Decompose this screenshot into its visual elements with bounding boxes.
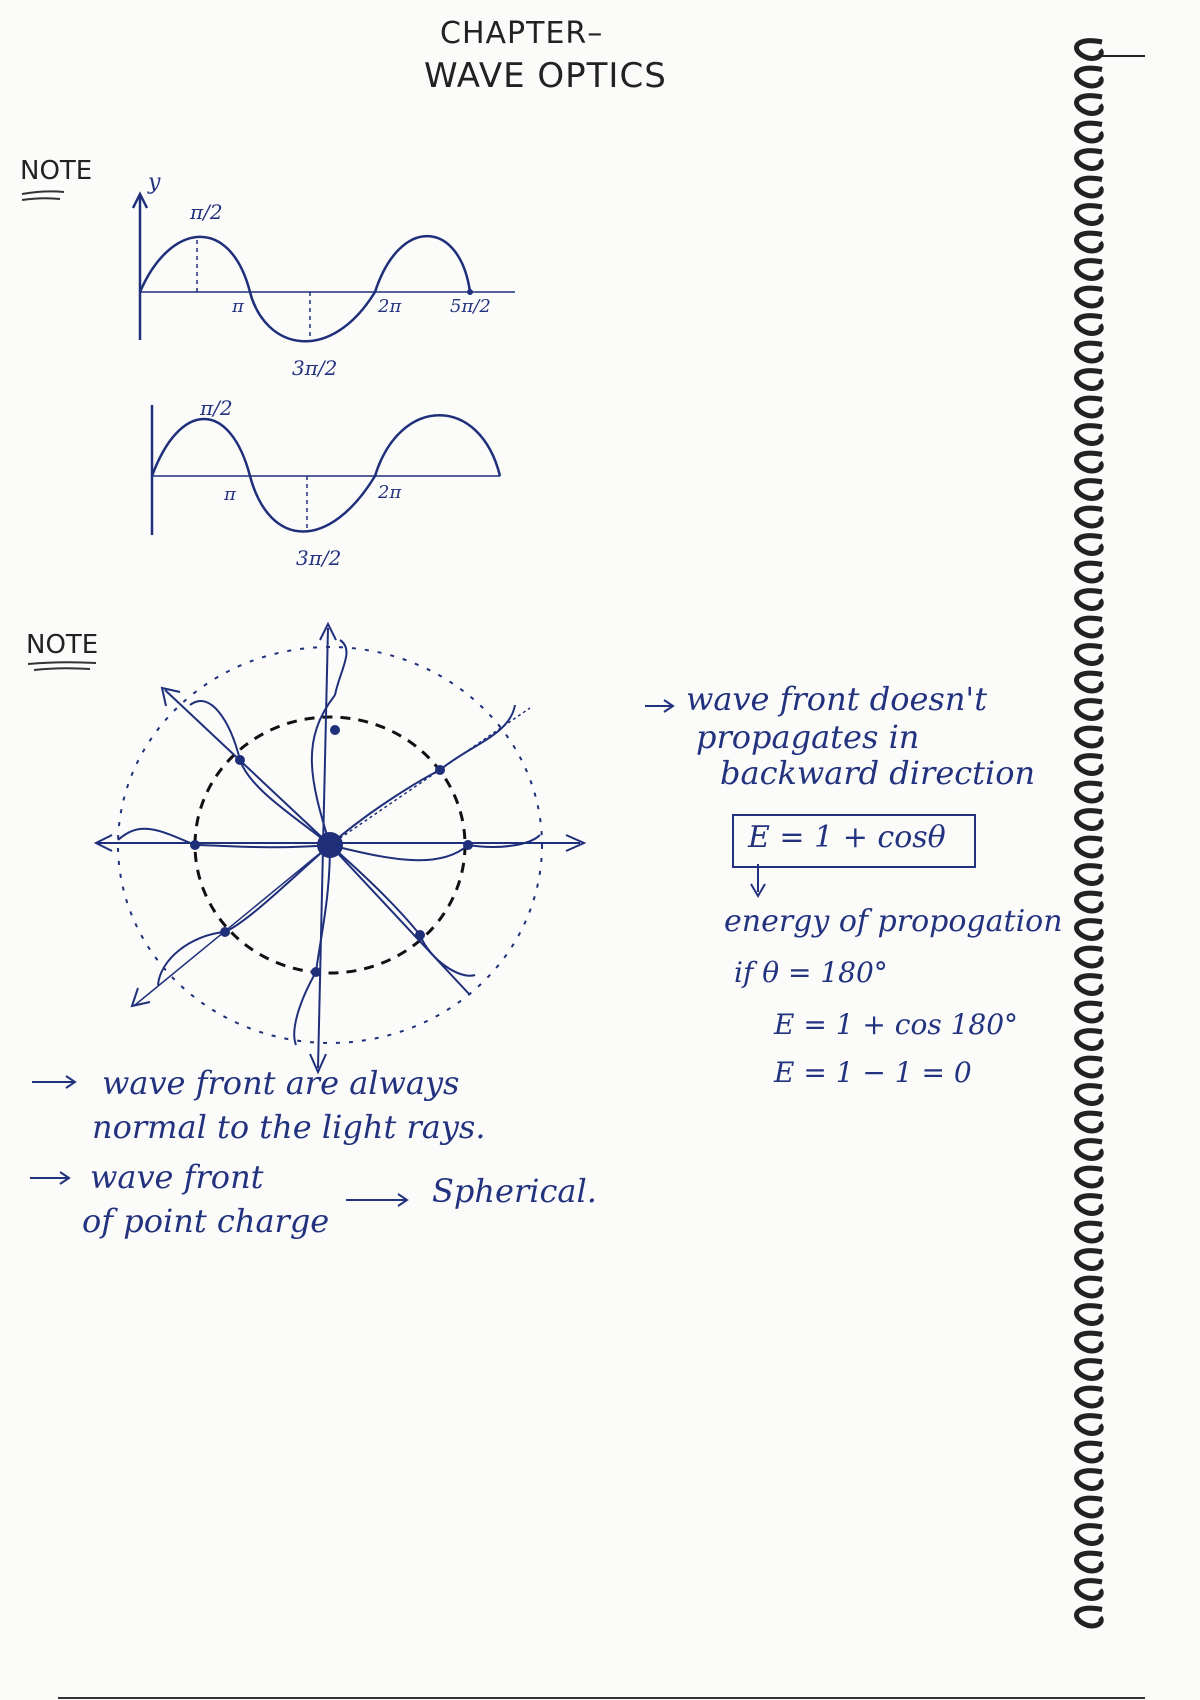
right-note-line2: propagates in: [696, 718, 920, 756]
binding-coil: [1076, 673, 1102, 691]
binding-coil: [1076, 398, 1102, 416]
plot2-sine-curve: [152, 415, 500, 531]
binding-coil: [1076, 1553, 1102, 1571]
binding-coil: [1076, 1498, 1102, 1516]
note-label-2: NOTE: [26, 630, 99, 660]
formula-text: E = 1 + cosθ: [748, 820, 946, 855]
binding-coil: [1076, 1361, 1102, 1379]
inner-dot-6: [311, 967, 321, 977]
inner-dot-3: [435, 765, 445, 775]
plot1-2pi-label: 2π: [378, 296, 402, 317]
binding-coil: [1076, 976, 1102, 994]
binding-coil: [1076, 1141, 1102, 1159]
left-note-2-line1: wave front: [90, 1158, 264, 1196]
wave-plot-2: [152, 405, 500, 535]
binding-coil: [1076, 1416, 1102, 1434]
inner-dot-8: [190, 840, 200, 850]
binding-coil: [1076, 178, 1102, 196]
binding-coil: [1076, 288, 1102, 306]
binding-coil: [1076, 1113, 1102, 1131]
binding-coil: [1076, 233, 1102, 251]
plot2-2pi-label: 2π: [378, 482, 402, 503]
binding-coil: [1076, 756, 1102, 774]
binding-coil: [1076, 701, 1102, 719]
binding-coil: [1076, 1306, 1102, 1324]
binding-coil: [1076, 316, 1102, 334]
binding-coil: [1076, 1086, 1102, 1104]
binding-coil: [1076, 646, 1102, 664]
binding-coil: [1076, 343, 1102, 361]
binding-coil: [1076, 1168, 1102, 1186]
binding-coil: [1076, 838, 1102, 856]
binding-coil: [1076, 1581, 1102, 1599]
binding-coil: [1076, 1443, 1102, 1461]
energy-caption: energy of propogation: [724, 904, 1063, 939]
bullet-arrow-note-1: [32, 1076, 75, 1088]
binding-coil: [1076, 1471, 1102, 1489]
binding-coil: [1076, 728, 1102, 746]
wavefront-diagram: [96, 624, 584, 1072]
right-note-line3: backward direction: [720, 754, 1036, 792]
left-note-1-line1: wave front are always: [102, 1064, 460, 1102]
inner-dot-4: [463, 840, 473, 850]
binding-coil: [1076, 481, 1102, 499]
note-label-1: NOTE: [20, 156, 93, 186]
left-note-2-result: Spherical.: [432, 1172, 597, 1210]
binding-coil: [1076, 151, 1102, 169]
condition-text: if θ = 180°: [734, 956, 888, 989]
binding-coil: [1076, 618, 1102, 636]
spiral-binding: [1076, 41, 1145, 1626]
ray-arrow-down-left: [132, 988, 150, 1006]
binding-coil: [1076, 1608, 1102, 1626]
ray-diag-up-left: [165, 690, 330, 845]
source-point: [317, 832, 343, 858]
result-arrow: [346, 1194, 407, 1206]
binding-coil: [1076, 948, 1102, 966]
note-underline-2: [28, 662, 96, 670]
bullet-arrow-note-2: [30, 1172, 69, 1184]
binding-coil: [1076, 426, 1102, 444]
binding-coil: [1076, 591, 1102, 609]
binding-coil: [1076, 921, 1102, 939]
binding-coil: [1076, 123, 1102, 141]
calc-step-2: E = 1 − 1 = 0: [774, 1056, 972, 1089]
plot2-pi-label: π: [224, 484, 236, 505]
binding-coil: [1076, 1333, 1102, 1351]
chapter-heading: CHAPTER–: [440, 16, 604, 51]
plot1-pi-label: π: [232, 296, 244, 317]
left-note-1-line2: normal to the light rays.: [92, 1108, 486, 1146]
inner-dot-5: [415, 930, 425, 940]
binding-coil: [1076, 1526, 1102, 1544]
binding-coil: [1076, 1196, 1102, 1214]
binding-coil: [1076, 811, 1102, 829]
binding-coil: [1076, 1251, 1102, 1269]
binding-coil: [1076, 1278, 1102, 1296]
plot1-end-label: 5π/2: [450, 296, 491, 317]
binding-coil: [1076, 866, 1102, 884]
binding-coil: [1076, 783, 1102, 801]
binding-coil: [1076, 206, 1102, 224]
binding-coil: [1076, 453, 1102, 471]
binding-coil: [1076, 536, 1102, 554]
inner-dot-7: [220, 927, 230, 937]
bullet-arrow-right-note: [645, 700, 673, 712]
inner-dot-2: [330, 725, 340, 735]
plot1-peak-label: π/2: [190, 200, 223, 224]
plot1-sine-curve: [140, 236, 470, 341]
plot2-peak-label: π/2: [200, 396, 233, 420]
binding-coil: [1076, 1388, 1102, 1406]
plot1-trough-label: 3π/2: [292, 356, 338, 380]
note-underline-1: [22, 191, 64, 200]
plot2-trough-label: 3π/2: [296, 546, 342, 570]
ray-diag-down-left: [135, 845, 330, 1005]
binding-coil: [1076, 1058, 1102, 1076]
calc-step-1: E = 1 + cos 180°: [774, 1008, 1019, 1041]
left-note-2-line2: of point charge: [82, 1202, 330, 1240]
binding-coil: [1076, 1003, 1102, 1021]
binding-coil: [1076, 261, 1102, 279]
binding-coil: [1076, 1031, 1102, 1049]
chapter-title: WAVE OPTICS: [424, 56, 667, 96]
binding-coil: [1076, 563, 1102, 581]
plot1-y-label: y: [148, 170, 161, 195]
binding-coil: [1076, 508, 1102, 526]
binding-coil: [1076, 96, 1102, 114]
inner-dot-1: [235, 755, 245, 765]
binding-coil: [1076, 68, 1102, 86]
plot1-end-dot: [467, 289, 473, 295]
binding-coil: [1076, 371, 1102, 389]
right-note-line1: wave front doesn't: [686, 680, 988, 718]
binding-coil: [1076, 893, 1102, 911]
binding-coil: [1076, 1223, 1102, 1241]
